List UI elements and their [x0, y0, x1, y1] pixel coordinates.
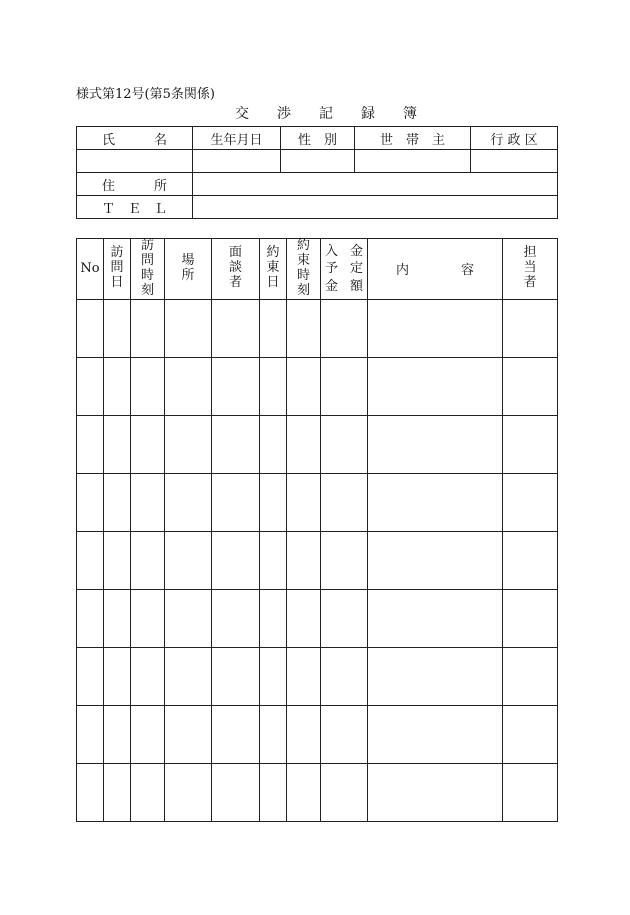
- amount-cell[interactable]: [321, 415, 368, 473]
- place-cell[interactable]: [165, 705, 212, 763]
- visit-date-cell[interactable]: [104, 589, 131, 647]
- amount-cell[interactable]: [321, 589, 368, 647]
- interviewee-cell[interactable]: [212, 299, 260, 357]
- visit-date-cell[interactable]: [104, 531, 131, 589]
- person-cell[interactable]: [503, 299, 558, 357]
- visit-time-cell[interactable]: [131, 415, 165, 473]
- visit-date-cell[interactable]: [104, 299, 131, 357]
- visit-time-header: [131, 239, 165, 300]
- place-cell[interactable]: [165, 299, 212, 357]
- info-value-row: [77, 150, 558, 173]
- no-cell[interactable]: [77, 531, 104, 589]
- page-title: 交 渉 記 録 簿: [235, 106, 417, 122]
- visit-time-cell[interactable]: [131, 705, 165, 763]
- visit-time-cell[interactable]: [131, 357, 165, 415]
- table-row: [77, 763, 558, 821]
- district-field[interactable]: [471, 150, 558, 173]
- table-row: [77, 531, 558, 589]
- table-row: [77, 589, 558, 647]
- tel-label: Ｔ Ｅ Ｌ: [77, 196, 193, 219]
- visit-date-cell[interactable]: [104, 473, 131, 531]
- interviewee-cell[interactable]: [212, 531, 260, 589]
- sex-field[interactable]: [281, 150, 355, 173]
- content-header: 内 容: [368, 239, 503, 300]
- person-cell[interactable]: [503, 647, 558, 705]
- interviewee-cell[interactable]: [212, 647, 260, 705]
- content-cell[interactable]: [368, 415, 503, 473]
- promise-date-cell[interactable]: [260, 357, 287, 415]
- promise-date-label: 約東日: [266, 245, 280, 291]
- content-cell[interactable]: [368, 763, 503, 821]
- promise-date-cell[interactable]: [260, 415, 287, 473]
- place-cell[interactable]: [165, 647, 212, 705]
- person-header: [503, 239, 558, 300]
- content-cell[interactable]: [368, 473, 503, 531]
- interviewee-cell[interactable]: [212, 357, 260, 415]
- no-cell[interactable]: [77, 299, 104, 357]
- table-row: [77, 415, 558, 473]
- record-header-row: [77, 239, 558, 300]
- visit-date-cell[interactable]: [104, 763, 131, 821]
- promise-time-cell[interactable]: [287, 357, 321, 415]
- content-cell[interactable]: [368, 589, 503, 647]
- person-cell[interactable]: [503, 473, 558, 531]
- householder-label: 世 帯 主: [355, 127, 471, 150]
- visit-time-cell[interactable]: [131, 299, 165, 357]
- promise-date-cell[interactable]: [260, 705, 287, 763]
- promise-time-cell[interactable]: [287, 415, 321, 473]
- content-cell[interactable]: [368, 357, 503, 415]
- promise-time-cell[interactable]: [287, 705, 321, 763]
- no-cell[interactable]: [77, 473, 104, 531]
- place-cell[interactable]: [165, 589, 212, 647]
- person-cell[interactable]: [503, 763, 558, 821]
- promise-time-cell[interactable]: [287, 647, 321, 705]
- place-cell[interactable]: [165, 357, 212, 415]
- content-cell[interactable]: [368, 647, 503, 705]
- content-cell[interactable]: [368, 299, 503, 357]
- place-cell[interactable]: [165, 415, 212, 473]
- amount-header: [321, 239, 368, 300]
- table-row: [77, 299, 558, 357]
- promise-time-cell[interactable]: [287, 763, 321, 821]
- sex-label: 性 別: [281, 127, 355, 150]
- person-label: 担当者: [523, 245, 537, 291]
- content-cell[interactable]: [368, 705, 503, 763]
- person-cell[interactable]: [503, 705, 558, 763]
- negotiation-record-table: [76, 238, 558, 822]
- amount-cell[interactable]: [321, 473, 368, 531]
- birthdate-field[interactable]: [193, 150, 281, 173]
- name-field[interactable]: [77, 150, 193, 173]
- promise-date-cell[interactable]: [260, 473, 287, 531]
- promise-date-cell[interactable]: [260, 589, 287, 647]
- promise-date-cell[interactable]: [260, 763, 287, 821]
- birthdate-label: 生年月日: [193, 127, 281, 150]
- interviewee-cell[interactable]: [212, 415, 260, 473]
- table-row: [77, 473, 558, 531]
- amount-cell[interactable]: [321, 763, 368, 821]
- visit-time-cell[interactable]: [131, 647, 165, 705]
- amount-cell[interactable]: [321, 647, 368, 705]
- promise-time-header: [287, 239, 321, 300]
- place-header: [165, 239, 212, 300]
- table-row: [77, 705, 558, 763]
- table-row: [77, 647, 558, 705]
- interviewee-cell[interactable]: [212, 705, 260, 763]
- place-label: 場所: [181, 252, 195, 283]
- promise-date-cell[interactable]: [260, 647, 287, 705]
- name-label: 氏 名: [77, 127, 193, 150]
- person-cell[interactable]: [503, 357, 558, 415]
- place-cell[interactable]: [165, 473, 212, 531]
- person-cell[interactable]: [503, 589, 558, 647]
- visit-date-cell[interactable]: [104, 415, 131, 473]
- promise-time-label: 約束時刻: [297, 238, 311, 298]
- promise-date-header: [260, 239, 287, 300]
- no-cell[interactable]: [77, 763, 104, 821]
- visit-time-cell[interactable]: [131, 473, 165, 531]
- visit-time-label: 訪問時刻: [141, 238, 155, 298]
- no-header: No: [77, 239, 104, 300]
- visit-time-cell[interactable]: [131, 589, 165, 647]
- householder-field[interactable]: [355, 150, 471, 173]
- district-label: 行 政 区: [471, 127, 558, 150]
- no-cell[interactable]: [77, 589, 104, 647]
- interviewee-cell[interactable]: [212, 763, 260, 821]
- visit-date-cell[interactable]: [104, 647, 131, 705]
- amount-cell[interactable]: [321, 299, 368, 357]
- visit-date-cell[interactable]: [104, 357, 131, 415]
- place-cell[interactable]: [165, 763, 212, 821]
- promise-time-cell[interactable]: [287, 589, 321, 647]
- place-cell[interactable]: [165, 531, 212, 589]
- amount-label-col2: 金定額: [350, 243, 364, 294]
- content-cell[interactable]: [368, 531, 503, 589]
- visit-date-header: [104, 239, 131, 300]
- no-cell[interactable]: [77, 647, 104, 705]
- visit-time-cell[interactable]: [131, 531, 165, 589]
- address-row: [77, 173, 558, 196]
- applicant-info-table: [76, 126, 558, 219]
- amount-cell[interactable]: [321, 531, 368, 589]
- interviewee-header: [212, 239, 260, 300]
- interviewee-cell[interactable]: [212, 473, 260, 531]
- visit-date-cell[interactable]: [104, 705, 131, 763]
- promise-date-cell[interactable]: [260, 531, 287, 589]
- table-row: [77, 357, 558, 415]
- address-field[interactable]: [193, 173, 558, 196]
- visit-time-cell[interactable]: [131, 763, 165, 821]
- promise-time-cell[interactable]: [287, 299, 321, 357]
- no-cell[interactable]: [77, 357, 104, 415]
- interviewee-label: 面談者: [229, 245, 243, 291]
- amount-label-col1: 入予金: [325, 243, 339, 294]
- address-label: 住 所: [77, 173, 193, 196]
- interviewee-cell[interactable]: [212, 589, 260, 647]
- person-cell[interactable]: [503, 531, 558, 589]
- info-header-row: [77, 127, 558, 150]
- person-cell[interactable]: [503, 415, 558, 473]
- promise-time-cell[interactable]: [287, 473, 321, 531]
- promise-date-cell[interactable]: [260, 299, 287, 357]
- amount-cell[interactable]: [321, 705, 368, 763]
- no-cell[interactable]: [77, 415, 104, 473]
- promise-time-cell[interactable]: [287, 531, 321, 589]
- amount-cell[interactable]: [321, 357, 368, 415]
- tel-row: [77, 196, 558, 219]
- no-cell[interactable]: [77, 705, 104, 763]
- form-number: 様式第12号(第5条関係): [76, 87, 215, 102]
- tel-field[interactable]: [193, 196, 558, 219]
- visit-date-label: 訪問日: [110, 245, 124, 291]
